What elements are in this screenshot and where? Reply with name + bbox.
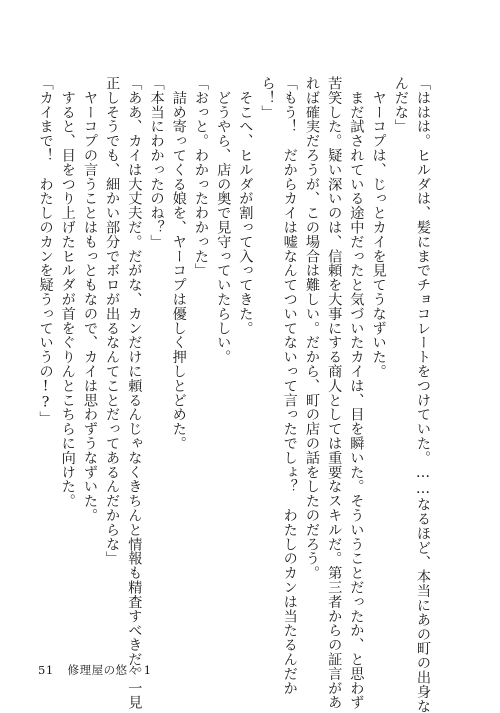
text-line: 「ああ、カイは大丈夫だ。だがな、カンだけに頼るんじゃなくきちんと情報も精査すべきだ。一見 [126, 76, 143, 710]
text-line: んだな」 [392, 76, 409, 134]
text-line: 苦笑した。疑い深いのは、信頼を大事にする商人としては重要なスキルだ。第三者からの証言があ [326, 76, 343, 710]
text-line: 「ははは。ヒルダは、髪にまでチョコレートをつけていた。……なるほど、本当にあの町の出身な [415, 76, 431, 713]
text-line: まだ試されている途中だったと気づいたカイは、目を瞬いた。そういうことだったか、と思わず [348, 76, 365, 710]
text-line: ヤーコプは、じっとカイを見てうなずいた。 [370, 76, 387, 379]
text-line: そこへ、ヒルダが割って入ってきた。 [237, 76, 254, 336]
text-line: 「おっと。わかったわかった」 [192, 76, 209, 278]
text-line: 「もう！ だからカイは嘘なんてついてないって言ったでしょ？ わたしのカンは当たるんだか [281, 76, 298, 696]
text-line: 詰め寄ってくる娘を、ヤーコプは優しく押しとどめた。 [170, 76, 187, 451]
page-number: 51 [38, 663, 54, 677]
text-line: すると、目をつり上げたヒルダが首をぐりんとこちらに向けた。 [59, 76, 76, 508]
page-footer [38, 662, 152, 678]
text-line: 正しそうでも、細かい部分でボロが出るなんてことだってあるんだからな」 [104, 76, 121, 566]
text-line: れば確実だろうが、この場合は難しい。だから、町の店の話をしたのだろう。 [303, 76, 320, 580]
book-title: 修理屋の悠々 1 [67, 663, 152, 677]
text-line: ら！」 [259, 76, 276, 120]
text-line: どうやら、店の奥で見守っていたらしい。 [215, 76, 232, 364]
text-line: ヤーコプの言うことはもっともなので、カイは思わずうなずいた。 [81, 76, 98, 523]
text-line: 「本当にわかったのね？」 [148, 76, 165, 249]
text-line: 「カイまで！ わたしのカンを疑うっていうの!?」 [37, 76, 54, 426]
